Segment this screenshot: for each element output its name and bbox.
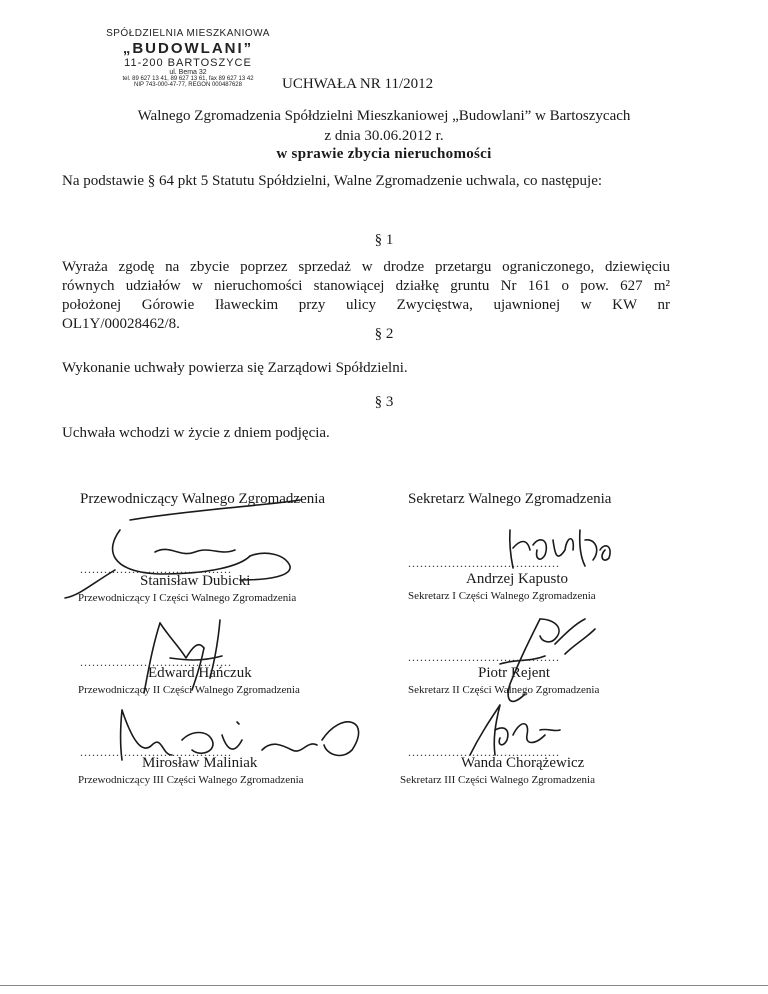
- dotted-line-right-3: ......................................: [408, 745, 560, 759]
- document-title: UCHWAŁA NR 11/2012: [282, 76, 434, 92]
- section-3-text: Uchwała wchodzi w życie z dniem podjęcia.: [62, 425, 330, 441]
- section-1-line-4: OL1Y/00028462/8.: [62, 316, 180, 332]
- dotted-line-left-3: ......................................: [80, 745, 232, 759]
- name-right-3: Wanda Chorążewicz: [461, 755, 585, 771]
- section-2-text: Wykonanie uchwały powierza się Zarządowi Spółdzielni.: [62, 360, 408, 376]
- stamp-line-4: ul. Bema 32: [169, 69, 207, 76]
- section-1-text: [62, 258, 670, 334]
- dotted-line-right-1: ......................................: [408, 556, 560, 570]
- role-right-1: Sekretarz I Części Walnego Zgromadzenia: [408, 590, 596, 602]
- role-left-3: Przewodniczący III Części Walnego Zgromadzenia: [78, 774, 304, 786]
- dotted-line-right-2: ......................................: [408, 650, 560, 664]
- section-1-line-2: równych udziałów w nieruchomości stanowiącej działkę gruntu Nr 161 o pow. 627 m²: [62, 278, 670, 294]
- header-subject: w sprawie zbycia nieruchomości: [276, 146, 492, 162]
- name-right-1: Andrzej Kapusto: [466, 571, 569, 587]
- role-left-2: Przewodniczący II Części Walnego Zgromadzenia: [78, 684, 300, 696]
- stamp-line-5: tel. 89 627 13 41, 89 627 13 61, fax 89 627 13 42: [122, 76, 254, 82]
- section-1-line-3: położonej Górowie Iławeckim przy ulicy Zwycięstwa, ujawnionej w KW nr: [62, 297, 670, 313]
- section-2-heading: § 2: [374, 326, 394, 342]
- role-right-2: Sekretarz II Części Walnego Zgromadzenia: [408, 684, 600, 696]
- stamp-line-1: SPÓŁDZIELNIA MIESZKANIOWA: [106, 28, 270, 39]
- chairman-title: Przewodniczący Walnego Zgromadzenia: [80, 491, 326, 507]
- dotted-line-left-1: ......................................: [80, 562, 232, 576]
- page-bottom-line: [0, 985, 768, 986]
- header-line-1: Walnego Zgromadzenia Spółdzielni Mieszkaniowej „Budowlani” w Bartoszycach: [137, 108, 631, 124]
- section-1-heading: § 1: [374, 232, 394, 248]
- section-3-heading: § 3: [374, 394, 394, 410]
- section-1-line-1: Wyraża zgodę na zbycie poprzez sprzedaż w drodze przetargu ograniczonego, dziewięciu: [62, 259, 670, 275]
- dotted-line-left-2: ......................................: [80, 655, 232, 669]
- intro-text: Na podstawie § 64 pkt 5 Statutu Spółdzielni, Walne Zgromadzenie uchwala, co następuje:: [62, 173, 603, 189]
- stamp-line-2: „BUDOWLANI”: [122, 40, 254, 57]
- cooperative-stamp: [88, 28, 288, 88]
- role-left-1: Przewodniczący I Części Walnego Zgromadzenia: [78, 592, 297, 604]
- name-right-2: Piotr Rejent: [478, 665, 551, 681]
- stamp-line-3: 11-200 BARTOSZYCE: [124, 57, 252, 69]
- header-date: z dnia 30.06.2012 r.: [324, 128, 444, 144]
- stamp-line-6: NIP 743-000-47-77, REGON 000487628: [134, 82, 242, 88]
- secretary-title: Sekretarz Walnego Zgromadzenia: [408, 491, 612, 507]
- role-right-3: Sekretarz III Części Walnego Zgromadzenia: [400, 774, 595, 786]
- name-left-2: Edward Hańczuk: [148, 665, 252, 681]
- name-left-1: Stanisław Dubicki: [140, 573, 251, 589]
- name-left-3: Mirosław Maliniak: [142, 755, 258, 771]
